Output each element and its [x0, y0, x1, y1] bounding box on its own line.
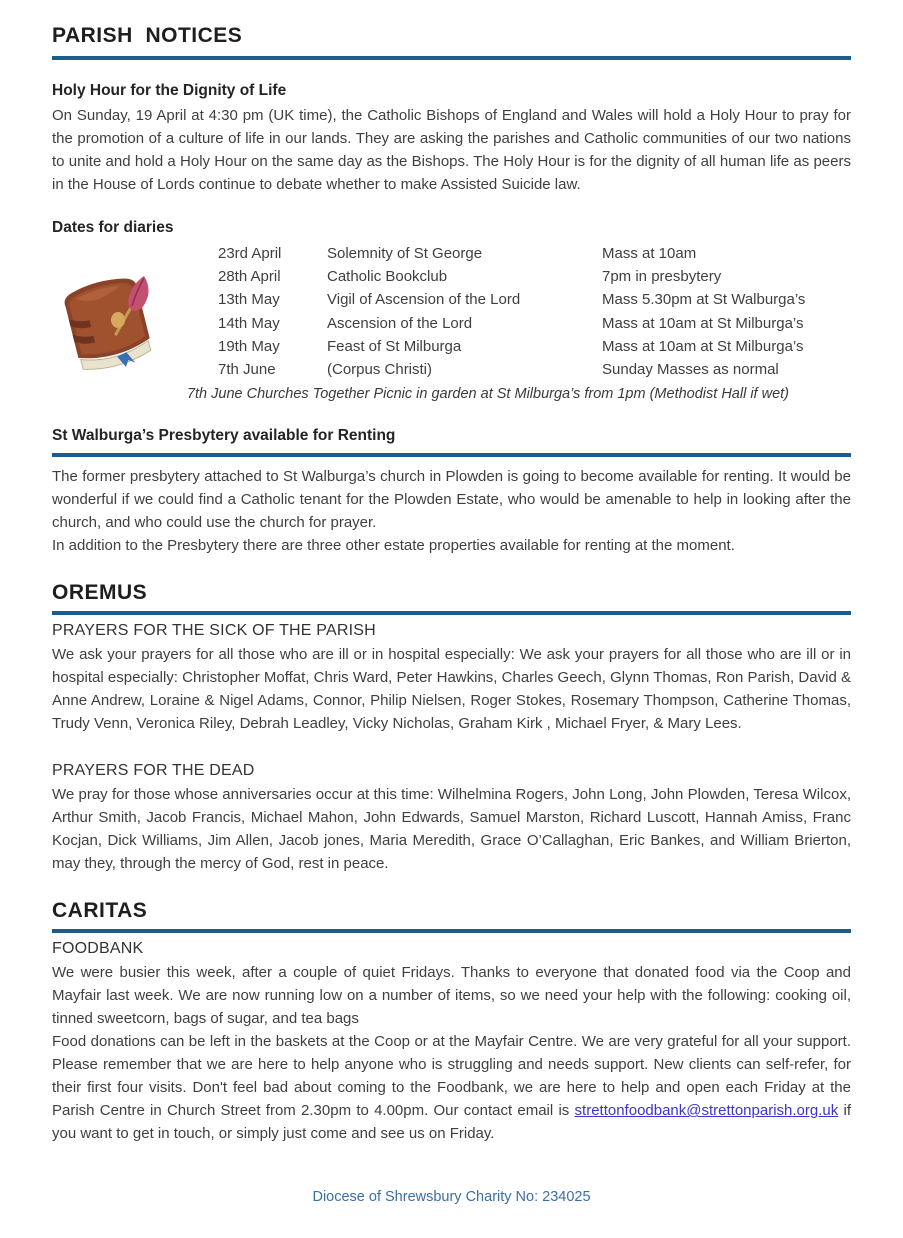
caritas-heading: CARITAS: [52, 899, 148, 923]
diary-row: [218, 335, 851, 358]
foodbank-paragraph-2: [52, 1030, 851, 1145]
presbytery-paragraph-2: In addition to the Presbytery there are three other estate properties available for renting at the moment.: [52, 537, 735, 555]
presbytery-heading: St Walburga’s Presbytery available for Renting: [52, 427, 396, 445]
diary-table: [218, 242, 851, 381]
diary-row: [218, 312, 851, 335]
diary-date: 23rd April: [218, 245, 282, 262]
diary-row: [218, 265, 851, 288]
diary-event: Solemnity of St George: [327, 245, 483, 262]
diary-row: [218, 358, 851, 381]
holy-hour-paragraph: On Sunday, 19 April at 4:30 pm (UK time), the Catholic Bishops of England and Wales will hold a Holy Hour to pray for the promotion of a culture of life in our lands. They are asking the parishes and Catholic communities of our two nations to unite and hold a Holy Hour on the same day as the Bishops. The Holy Hour is for the dignity of all human life as peers in the House of Lords continue to debate whether to make Assisted Suicide law.: [52, 107, 851, 193]
prayers-sick-heading: PRAYERS FOR THE SICK OF THE PARISH: [52, 622, 376, 640]
diary-detail: Sunday Masses as normal: [602, 361, 779, 379]
diary-date: 7th June: [218, 361, 276, 379]
diary-detail: Mass at 10am at St Milburga’s: [602, 314, 804, 332]
prayers-dead-paragraph: We pray for those whose anniversaries occur at this time: Wilhelmina Rogers, John Long, John Plowden, Teresa Wilcox, Arthur Smith, Jacob Francis, Michael Mahon, John Edwards, Samuel Marston, Richard Luscott, Hannah Amiss, Franc Kocjan, Dick Williams, Jim Allen, Jacob jones, Maria Meredith, Grace O’Callaghan, Eric Bankes, and William Brierton, may they, through the mercy of God, rest in peace.: [52, 786, 851, 873]
page-title: PARISH NOTICES: [52, 24, 243, 47]
presbytery-paragraph-1: The former presbytery attached to St Walburga’s church in Plowden is going to become available for renting. It would be wonderful if we could find a Catholic tenant for the Plowden Estate, who would be amenable to help in looking after the church, and who could use the church for prayer.: [52, 468, 851, 532]
diary-event: Vigil of Ascension of the Lord: [327, 291, 521, 309]
prayers-dead-heading: PRAYERS FOR THE DEAD: [52, 762, 255, 780]
foodbank-email-link[interactable]: strettonfoodbank@strettonparish.org.uk: [574, 1102, 839, 1120]
charity-footer: Diocese of Shrewsbury Charity No: 234025: [312, 1189, 591, 1206]
holy-hour-heading: Holy Hour for the Dignity of Life: [52, 82, 287, 99]
foodbank-paragraph-2-before-link: Food donations can be left in the baskets at the Coop or at the Mayfair Centre. We are very grateful for all your support. Please remember that we are here to help anyone who is struggling and needs support. New clients can self-refer, for their first four visits. Don't feel bad about coming to the Foodbank, we are here to help and open each Friday at the Parish Centre in Church Street from 2.30pm to 4.00pm. Our contact email is: [52, 1033, 851, 1120]
diary-note: 7th June Churches Together Picnic in garden at St Milburga’s from 1pm (Methodist Hall if wet): [186, 386, 790, 403]
foodbank-paragraph-2-after-link: if you want to get in touch, or simply just come and see us on Friday.: [52, 1102, 851, 1143]
diary-detail: Mass at 10am at St Milburga’s: [602, 337, 804, 355]
diary-detail: Mass at 10am: [602, 245, 697, 262]
diary-row: [218, 288, 851, 311]
diary-event: Catholic Bookclub: [327, 268, 448, 286]
diary-date: 14th May: [218, 314, 280, 332]
caritas-divider: [52, 929, 851, 933]
dates-for-diaries-heading: Dates for diaries: [52, 219, 174, 236]
foodbank-paragraph-1: We were busier this week, after a couple of quiet Fridays. Thanks to everyone that donated food via the Coop and Mayfair last week. We are now running low on a number of items, so we need your help with the following: cooking oil, tinned sweetcorn, bags of sugar, and tea bags: [52, 964, 851, 1028]
presbytery-divider: [52, 453, 851, 457]
diary-event: Feast of St Milburga: [327, 337, 462, 355]
diary-date: 19th May: [218, 337, 280, 355]
diary-detail: Mass 5.30pm at St Walburga’s: [602, 291, 806, 309]
diary-book-quill-icon: [58, 268, 158, 376]
diary-event: Ascension of the Lord: [327, 314, 473, 332]
oremus-heading: OREMUS: [52, 581, 148, 605]
diary-event: (Corpus Christi): [327, 361, 433, 379]
diary-date: 13th May: [218, 291, 280, 309]
diary-detail: 7pm in presbytery: [602, 268, 722, 286]
foodbank-heading: FOODBANK: [52, 940, 144, 958]
diary-date: 28th April: [218, 268, 281, 286]
prayers-sick-paragraph: We ask your prayers for all those who are ill or in hospital especially: We ask your prayers for all those who are ill or in hospital especially: Christopher Moffat, Chris Ward, Peter Hawkins, Charles Geech, Glynn Thomas, Ron Parish, David & Anne Andrew, Loraine & Nigel Adams, Connor, Philip Nielsen, Roger Stokes, Rosemary Thompson, Catherine Thomas, Trudy Venn, Veronica Riley, Debrah Leadley, Vicky Nicholas, Graham Kirk , Michael Fryer, & Mary Lees.: [52, 646, 851, 733]
diary-section: [52, 242, 851, 405]
title-divider: [52, 56, 851, 60]
diary-row: [218, 242, 851, 265]
oremus-divider: [52, 611, 851, 615]
